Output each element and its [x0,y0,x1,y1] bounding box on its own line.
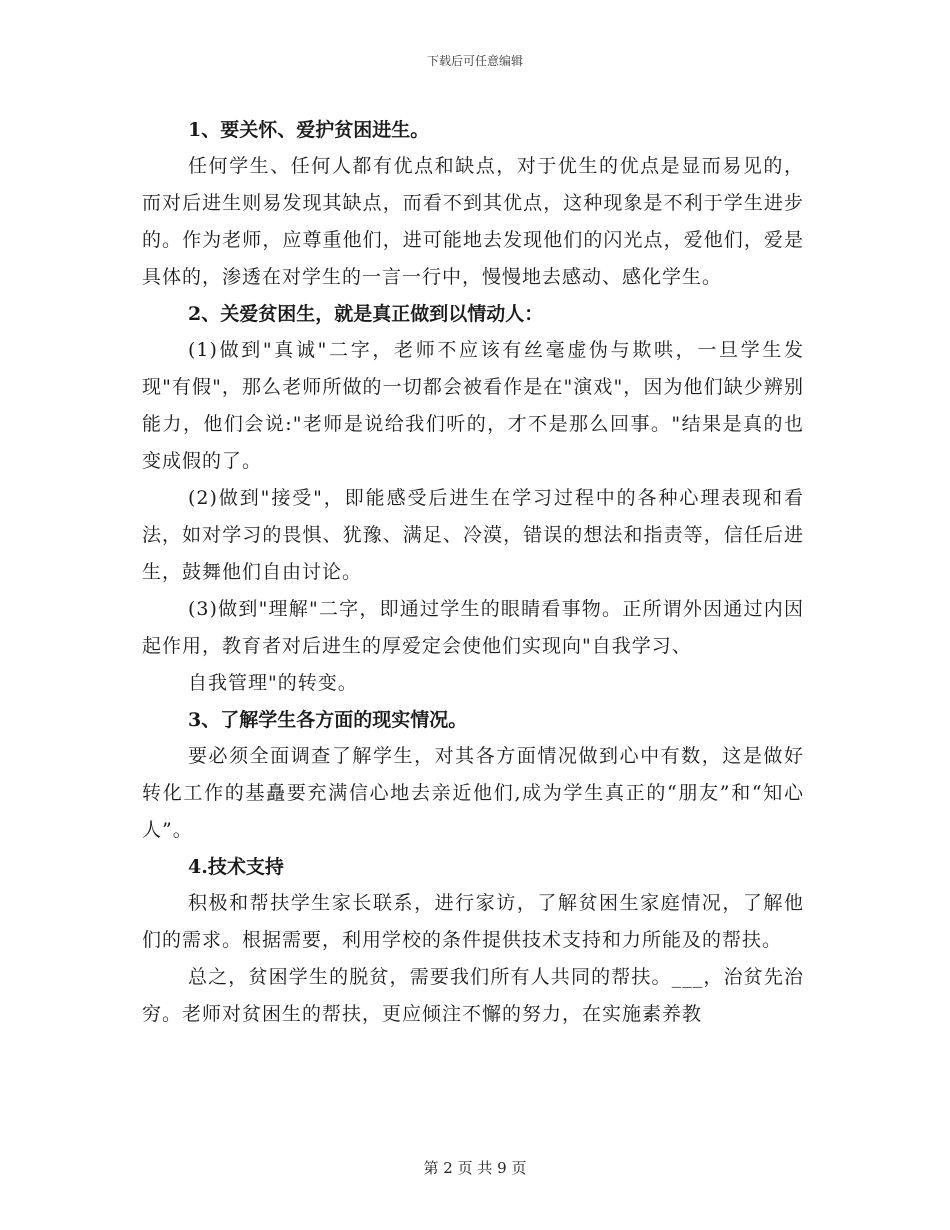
paragraph: (2)做到"接受"，即能感受后进生在学习过程中的各种心理表现和看法，如对学习的畏惧、犹豫、满足、冷漠，错误的想法和指责等，信任后进生，鼓舞他们自由讨论。 [142,487,804,583]
section-heading: 1、要关怀、爱护贫困进生。 [188,119,430,141]
paragraph: (1)做到"真诚"二字，老师不应该有丝毫虚伪与欺哄，一旦学生发现"有假"，那么老师所做的一切都会被看作是在"演戏"，因为他们缺少辨别能力，他们会说:"老师是说给我们听的，才不是那么回事。"结果是真的也变成假的了。 [142,339,804,472]
page-footer: 第 2 页 共 9 页 [423,1159,527,1177]
section-heading: 2、关爱贫困生，就是真正做到以情动人： [188,303,544,325]
section-2 [142,296,804,702]
section-heading: 4.技术支持 [188,856,284,878]
document-body [142,112,804,1033]
paragraph: 任何学生、任何人都有优点和缺点，对于优生的优点是显而易见的，而对后进生则易发现其缺点，而看不到其优点，这种现象是不利于学生进步的。作为老师，应尊重他们，进可能地去发现他们的闪光点，爱他们，爱是具体的，渗透在对学生的一言一行中，慢慢地去感动、感化学生。 [142,155,804,288]
section-1 [142,112,804,296]
paragraph: 要必须全面调查了解学生，对其各方面情况做到心中有数，这是做好转化工作的基矗要充满信心地去亲近他们,成为学生真正的“朋友”和“知心人”。 [142,745,804,841]
paragraph: 总之，贫困学生的脱贫，需要我们所有人共同的帮扶。___，治贫先治穷。老师对贫困生的帮扶，更应倾注不懈的努力，在实施素养教 [142,966,804,1025]
section-3 [142,702,804,849]
section-4 [142,849,804,1033]
paragraph-continuation: 自我管理"的转变。 [188,672,358,694]
paragraph: (3)做到"理解"二字，即通过学生的眼睛看事物。正所谓外因通过内因起作用，教育者对后进生的厚爱定会使他们实现向"自我学习、 [142,598,804,657]
paragraph: 积极和帮扶学生家长联系，进行家访，了解贫困生家庭情况，了解他们的需求。根据需要，利用学校的条件提供技术支持和力所能及的帮扶。 [142,892,804,951]
section-heading: 3、了解学生各方面的现实情况。 [188,709,468,731]
page-header: 下载后可任意编辑 [426,54,523,68]
